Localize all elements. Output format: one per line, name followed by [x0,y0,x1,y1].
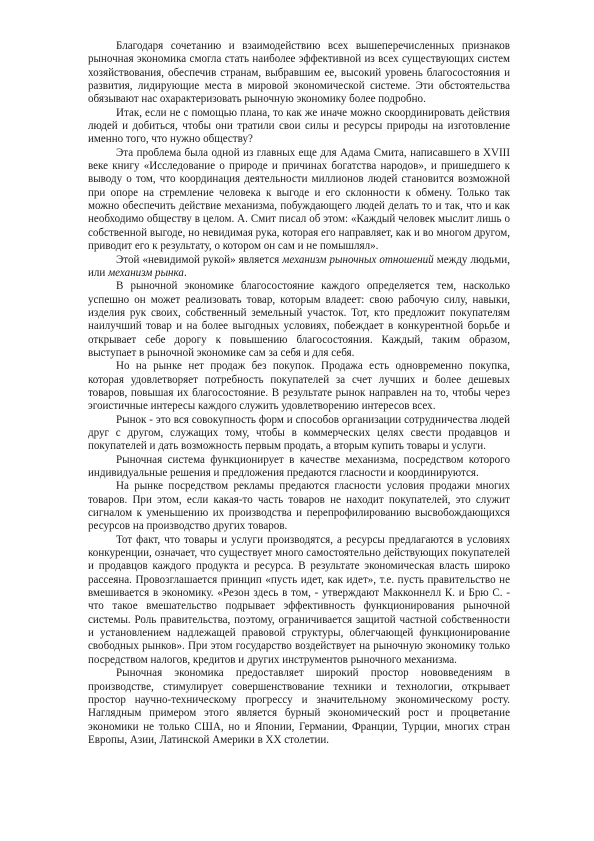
paragraph-11: Рыночная экономика предоставляет широкий простор нововведениям в производстве, стимулирует совершенствование техники и технологии, открывает простор научно-техническому прогрессу и значительному экономическому росту. Наглядным примером этого является бурный экономический рост и процветание экономики не только США, но и Японии, Германии, Франции, Турции, многих стран Европы, Азии, Латинской Америки в XX столетии. [88,667,510,746]
document-page [88,40,510,747]
paragraph-5: В рыночной экономике благосостояние каждого определяется тем, насколько успешно он может реализовать товар, которым владеет: свою рабочую силу, навыки, изделия рук своих, собственный земельный участок. Тот, кто предложит покупателям наилучший товар и на более выгодных условиях, побеждает в конкурентной борьбе и открывает себе дорогу к повышению благосостояния. Каждый, таким образом, выступает в рыночной экономике сам за себя и для себя. [88,280,510,359]
paragraph-2: Итак, если не с помощью плана, то как же иначе можно скоординировать действия людей и добиться, чтобы они тратили свои силы и ресурсы природы на изготовление именно того, что нужно обществу? [88,106,510,146]
paragraph-9: На рынке посредством рекламы предаются гласности условия продажи многих товаров. При этом, если какая-то часть товаров не находит покупателей, это служит сигналом к уменьшению их производства и перепрофилированию высвобождающихся ресурсов на производство других товаров. [88,480,510,533]
term-market-mechanism: механизм рынка [108,266,184,279]
paragraph-8: Рыночная система функционирует в качестве механизма, посредством которого индивидуальные решения и предложения предаются гласности и координируются. [88,453,510,479]
paragraph-7: Рынок - это вся совокупность форм и способов организации сотрудничества людей друг с другом, служащих тому, чтобы в коммерческих целях свести продавцов и покупателей и дать возможность первым продать, а вторым купить товары и услуги. [88,413,510,453]
paragraph-4-text-b: между людьми, или [88,253,510,279]
paragraph-3: Эта проблема была одной из главных еще для Адама Смита, написавшего в XVIII веке книгу «Исследование о природе и причинах богатства народов», и пришедшего к выводу о том, что координация деятельности миллионов людей становится возможной при опоре на стремление человека к выгоде и его склонности к обмену. Только так можно обеспечить действие механизма, побуждающего людей делать то и так, что и как необходимо обществу в целом. А. Смит писал об этом: «Каждый человек мыслит лишь о собственной выгоде, но невидимая рука, которая его направляет, как и во многом другом, приводит его к результату, о котором он сам и не помышлял». [88,146,510,253]
paragraph-10: Тот факт, что товары и услуги производятся, а ресурсы предлагаются в условиях конкуренции, означает, что существует много самостоятельно действующих покупателей и продавцов каждого продукта и ресурса. В результате экономическая власть широко рассеяна. Провозглашается принцип «пусть идет, как идет», т.е. пусть правительство не вмешивается в экономику. «Резон здесь в том, - утверждают Макконнелл К. и Брю С. - что такое вмешательство подрывает эффективность функционирования рыночной системы. Роль правительства, поэтому, ограничивается защитой частной собственности и установлением надлежащей правовой структуры, облегчающей функционирование свободных рынков». При этом государство воздействует на рыночную экономику только посредством налогов, кредитов и других инструментов рыночного механизма. [88,533,510,666]
paragraph-4-text-c: . [183,266,187,279]
paragraph-4-text-a: Этой «невидимой рукой» является [116,253,283,266]
paragraph-4 [88,254,510,281]
paragraph-1: Благодаря сочетанию и взаимодействию всех вышеперечисленных признаков рыночная экономика смогла стать наиболее эффективной из всех существующих систем хозяйствования, обеспечив странам, выбравшим ее, высокий уровень благосостояния и развития, лидирующие места в мировой экономической системе. Эти обстоятельства обязывают нас охарактеризовать рыночную экономику более подробно. [88,40,510,106]
paragraph-6: Но на рынке нет продаж без покупок. Продажа есть одновременно покупка, которая удовлетворяет потребность покупателей за счет лучших и более дешевых товаров, повышая их благосостояние. В результате рынок направлен на то, чтобы через эгоистичные интересы каждого служить удовлетворению интересов всех. [88,360,510,413]
term-market-relations-mechanism: механизм рыночных отношений [282,253,434,266]
